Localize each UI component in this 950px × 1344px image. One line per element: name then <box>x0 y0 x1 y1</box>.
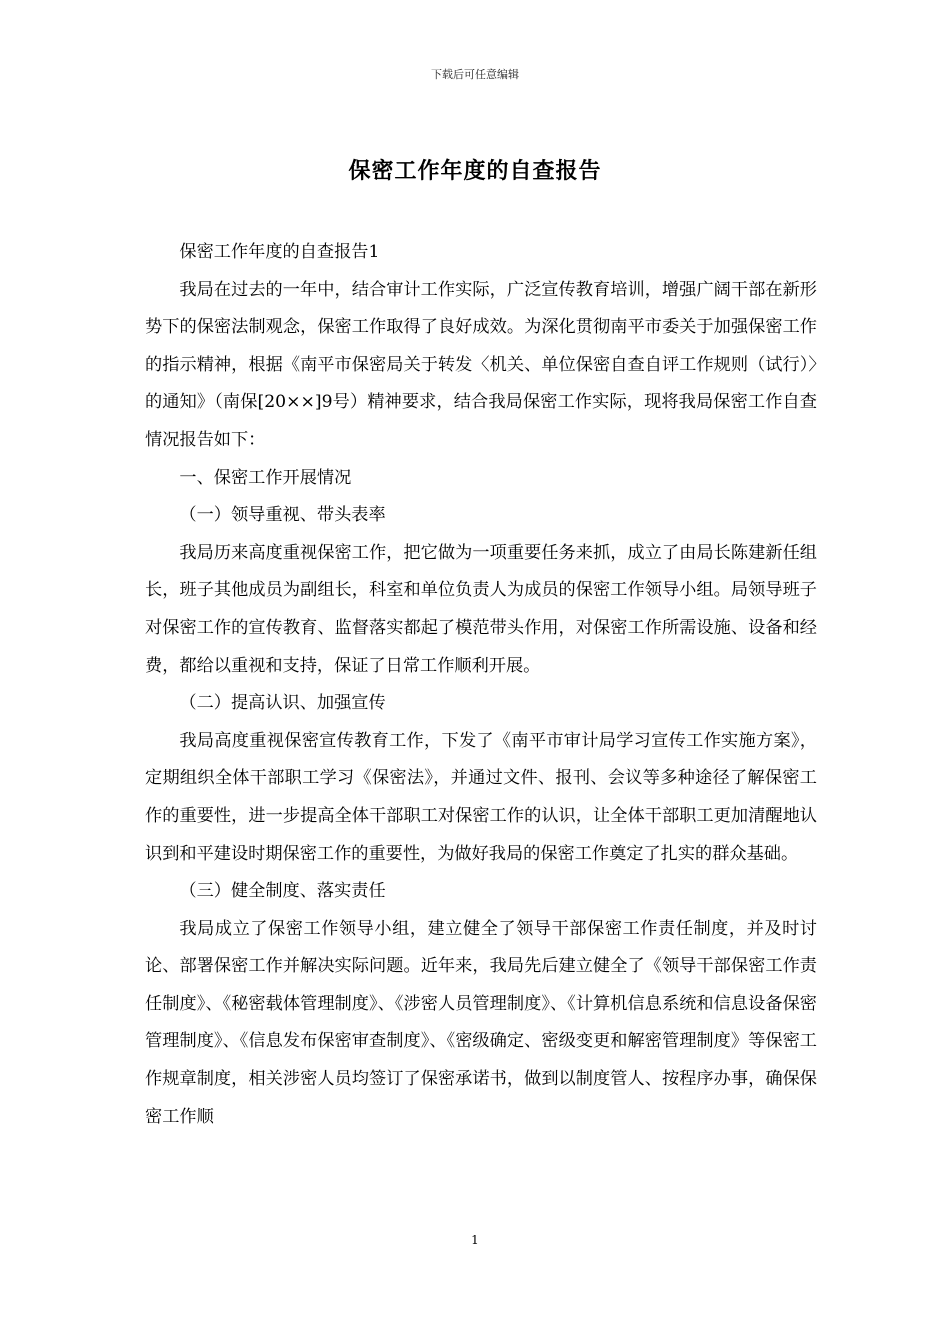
header-note: 下载后可任意编辑 <box>431 68 519 81</box>
subsection-heading-2: （二）提高认识、加强宣传 <box>179 693 386 714</box>
report-subtitle: 保密工作年度的自查报告1 <box>179 242 380 262</box>
paragraph-system: 我局成立了保密工作领导小组，建立健全了领导干部保密工作责任制度，并及时讨论、部署保密工作并解决实际问题。近年来，我局先后建立健全了《领导干部保密工作责任制度》、《秘密载体管理制度》、《涉密人员管理制度》、《计算机信息系统和信息设备保密管理制度》、《信息发布保密审查制度》、《密级确定、密级变更和解密管理制度》等保密工作规章制度，相关涉密人员均签订了保密承诺书，做到以制度管人、按程序办事，确保保密工作顺 <box>145 918 817 1127</box>
paragraph-intro: 我局在过去的一年中，结合审计工作实际，广泛宣传教育培训，增强广阔干部在新形势下的保密法制观念，保密工作取得了良好成效。为深化贯彻南平市委关于加强保密工作的指示精神，根据《南平市保密局关于转发〈机关、单位保密自查自评工作规则（试行）〉的通知》（南保[20××]9号）精神要求，结合我局保密工作实际，现将我局保密工作自查情况报告如下： <box>145 279 817 450</box>
page-number: 1 <box>471 1233 479 1247</box>
paragraph-publicity: 我局高度重视保密宣传教育工作，下发了《南平市审计局学习宣传工作实施方案》，定期组织全体干部职工学习《保密法》，并通过文件、报刊、会议等多种途径了解保密工作的重要性，进一步提高全体干部职工对保密工作的认识，让全体干部职工更加清醒地认识到和平建设时期保密工作的重要性，为做好我局的保密工作奠定了扎实的群众基础。 <box>145 730 817 864</box>
subsection-heading-1: （一）领导重视、带头表率 <box>179 505 386 526</box>
section-heading-1: 一、保密工作开展情况 <box>179 467 352 488</box>
document-title: 保密工作年度的自查报告 <box>348 159 602 184</box>
document-body <box>145 234 817 1136</box>
paragraph-leadership: 我局历来高度重视保密工作，把它做为一项重要任务来抓，成立了由局长陈建新任组长，班子其他成员为副组长，科室和单位负责人为成员的保密工作领导小组。局领导班子对保密工作的宣传教育、监督落实都起了模范带头作用，对保密工作所需设施、设备和经费，都给以重视和支持，保证了日常工作顺利开展。 <box>145 542 817 676</box>
subsection-heading-3: （三）健全制度、落实责任 <box>179 881 386 902</box>
